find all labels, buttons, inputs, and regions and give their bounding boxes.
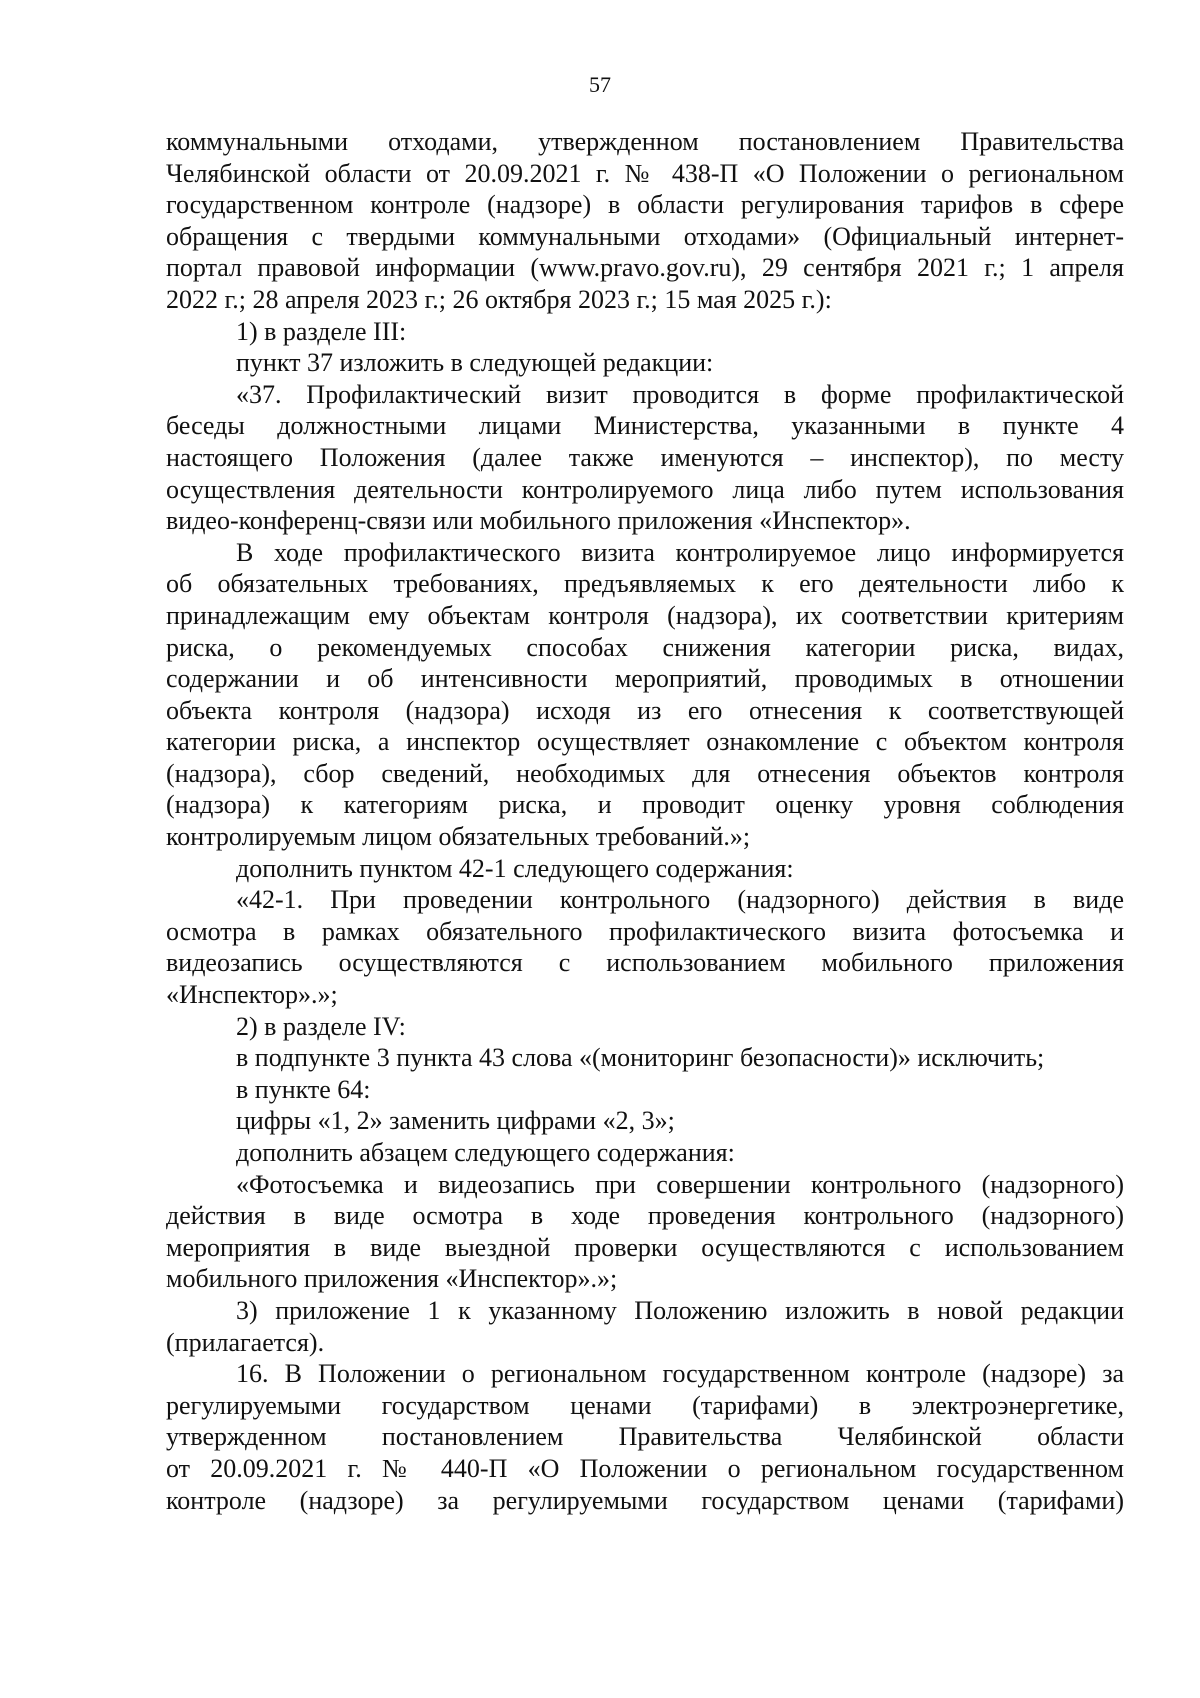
text-line: риска, о рекомендуемых способах снижения категории риска, видах, [166, 632, 1124, 662]
text-line: видео-конференц-связи или мобильного приложения «Инспектор». [166, 506, 911, 536]
text-line: в пункте 64: [236, 1074, 371, 1104]
paragraph-p1 [166, 316, 1124, 348]
text-line: 2022 г.; 28 апреля 2023 г.; 26 октября 2023 г.; 15 мая 2025 г.): [166, 284, 832, 314]
paragraph-p7 [166, 1011, 1124, 1043]
paragraph-p6 [166, 884, 1124, 1010]
text-line: 2) в разделе IV: [236, 1011, 406, 1041]
text-line: обращения с твердыми коммунальными отходами» (Официальный интернет- [166, 221, 1124, 251]
text-line: дополнить абзацем следующего содержания: [236, 1138, 735, 1167]
text-line: (прилагается). [166, 1327, 325, 1357]
text-line: 1) в разделе III: [236, 316, 407, 346]
paragraph-p13 [166, 1295, 1124, 1358]
text-line: в подпункте 3 пункта 43 слова «(мониторинг безопасности)» исключить; [236, 1043, 1045, 1073]
text-line: «Фотосъемка и видеозапись при совершении контрольного (надзорного) [236, 1169, 1124, 1199]
document-body [166, 126, 1124, 1516]
page-number: 57 [589, 72, 611, 97]
text-line: содержании и об интенсивности мероприятий, проводимых в отношении [166, 664, 1124, 694]
paragraph-p3 [166, 379, 1124, 537]
text-line: портал правовой информации (www.pravo.gov.ru), 29 сентября 2021 г.; 1 апреля [166, 253, 1124, 283]
paragraph-p2 [166, 347, 1124, 379]
text-line: (надзора) к категориям риска, и проводит оценку уровня соблюдения [166, 790, 1124, 820]
text-line: беседы должностными лицами Министерства, указанными в пункте 4 [166, 411, 1124, 441]
text-line: «42-1. При проведении контрольного (надзорного) действия в виде [236, 885, 1124, 915]
paragraph-p5 [166, 853, 1124, 885]
paragraph-p11 [166, 1137, 1124, 1169]
text-line: действия в виде осмотра в ходе проведения контрольного (надзорного) [166, 1201, 1124, 1231]
text-line: (надзора), сбор сведений, необходимых для отнесения объектов контроля [166, 758, 1124, 788]
text-line: видеозапись осуществляются с использованием мобильного приложения [166, 948, 1124, 978]
text-line: контролируемым лицом обязательных требований.»; [166, 822, 751, 852]
paragraph-p8 [166, 1042, 1124, 1074]
text-line: регулируемыми государством ценами (тарифами) в электроэнергетике, [166, 1390, 1124, 1420]
paragraph-p0 [166, 126, 1124, 316]
text-line: контроле (надзоре) за регулируемыми государством ценами (тарифами) [166, 1485, 1124, 1515]
text-line: принадлежащим ему объектам контроля (надзора), их соответствии критериям [166, 600, 1124, 630]
text-line: мероприятия в виде выездной проверки осуществляются с использованием [166, 1232, 1124, 1262]
text-line: осуществления деятельности контролируемого лица либо путем использования [166, 474, 1124, 504]
text-line: В ходе профилактического визита контролируемое лицо информируется [236, 537, 1124, 567]
text-line: от 20.09.2021 г. № 440-П «О Положении о региональном государственном [166, 1453, 1124, 1483]
text-line: об обязательных требованиях, предъявляемых к его деятельности либо к [166, 569, 1124, 599]
text-line: категории риска, а инспектор осуществляет ознакомление с объектом контроля [166, 727, 1124, 757]
text-line: утвержденном постановлением Правительства Челябинской области [166, 1422, 1124, 1452]
text-line: коммунальными отходами, утвержденном постановлением Правительства [166, 127, 1124, 156]
text-line: цифры «1, 2» заменить цифрами «2, 3»; [236, 1106, 675, 1136]
text-line: государственном контроле (надзоре) в области регулирования тарифов в сфере [166, 190, 1124, 220]
paragraph-p14 [166, 1358, 1124, 1516]
text-line: мобильного приложения «Инспектор».»; [166, 1264, 618, 1294]
paragraph-p4 [166, 537, 1124, 853]
text-line: пункт 37 изложить в следующей редакции: [236, 348, 714, 378]
paragraph-p12 [166, 1169, 1124, 1295]
text-line: 16. В Положении о региональном государственном контроле (надзоре) за [236, 1359, 1124, 1389]
text-line: «Инспектор».»; [166, 980, 338, 1010]
paragraph-p10 [166, 1105, 1124, 1137]
text-line: объекта контроля (надзора) исходя из его отнесения к соответствующей [166, 695, 1124, 725]
text-line: настоящего Положения (далее также именуются – инспектор), по месту [166, 442, 1124, 472]
text-line: 3) приложение 1 к указанному Положению изложить в новой редакции [236, 1295, 1124, 1325]
text-line: осмотра в рамках обязательного профилактического визита фотосъемка и [166, 916, 1124, 946]
text-line: «37. Профилактический визит проводится в форме профилактической [236, 379, 1124, 409]
text-line: дополнить пунктом 42-1 следующего содержания: [236, 853, 794, 883]
text-line: Челябинской области от 20.09.2021 г. № 438-П «О Положении о региональном [166, 158, 1124, 188]
paragraph-p9 [166, 1074, 1124, 1106]
